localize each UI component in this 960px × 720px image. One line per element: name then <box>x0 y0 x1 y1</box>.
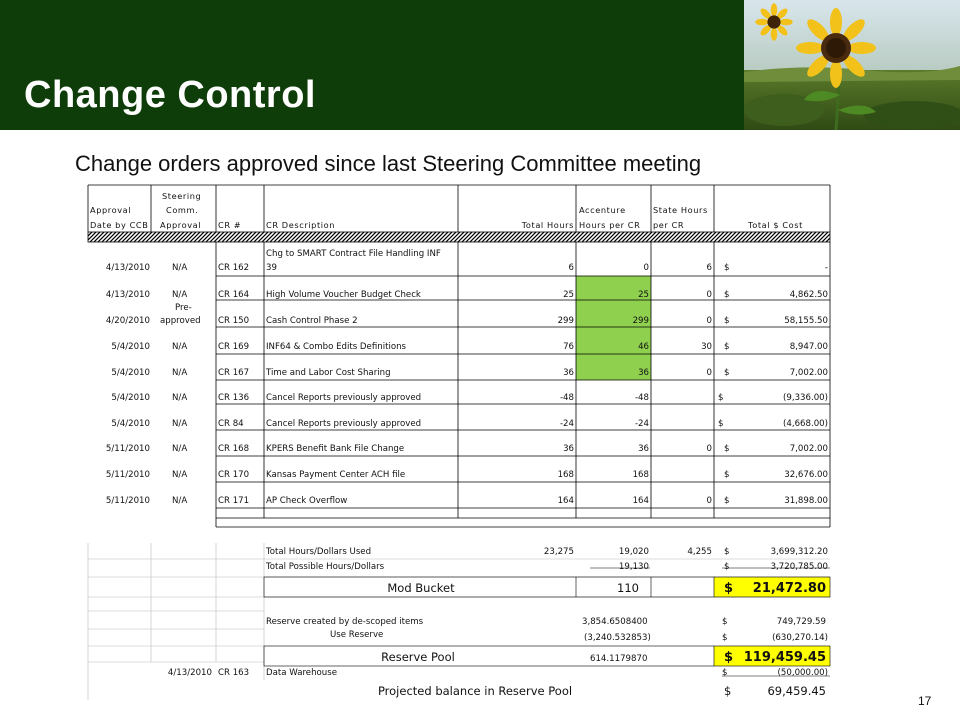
reserve-pool-hours: 614.1179870 <box>590 654 648 664</box>
cell-steering: N/A <box>172 444 188 454</box>
table-header <box>90 191 803 230</box>
cell-state-hours: 6 <box>706 263 712 273</box>
cell-accenture-hours: 36 <box>638 368 649 378</box>
cell-steering: N/A <box>172 342 188 352</box>
table-row <box>106 303 828 326</box>
cell-date: 4/13/2010 <box>105 290 150 300</box>
cell-steering: N/A <box>172 470 188 480</box>
header-steering-2: Comm. <box>166 205 199 215</box>
cell-cost: 4,862.50 <box>789 290 828 300</box>
cell-date: 5/4/2010 <box>111 342 150 352</box>
mod-bucket-hours: 110 <box>617 581 639 595</box>
cell-steering: N/A <box>172 263 188 273</box>
cell-accenture-hours: -48 <box>634 393 649 403</box>
total-used-cost: 3,699,312.20 <box>770 547 828 557</box>
cell-total-hours: -48 <box>559 393 574 403</box>
cell-cost: 31,898.00 <box>784 496 828 506</box>
use-reserve-cost: (630,270.14) <box>772 633 828 643</box>
cell-dollar: $ <box>724 444 730 454</box>
cell-cost: (9,336.00) <box>783 393 828 403</box>
cell-total-hours: 25 <box>563 290 574 300</box>
table-row <box>106 249 828 273</box>
total-used-dollar: $ <box>724 547 730 557</box>
cell-description: AP Check Overflow <box>266 496 348 506</box>
table-row <box>111 393 828 403</box>
data-warehouse-date: 4/13/2010 <box>167 668 212 678</box>
reserve-created-hours: 3,854.6508400 <box>582 617 648 627</box>
header-approval-1: Approval <box>90 205 132 215</box>
cell-description: Cancel Reports previously approved <box>266 419 422 429</box>
cell-state-hours: 0 <box>706 316 712 326</box>
table-row <box>111 419 828 429</box>
total-used-hours: 23,275 <box>543 547 574 557</box>
cell-date: 4/20/2010 <box>105 316 150 326</box>
cell-cr: CR 150 <box>218 316 250 326</box>
total-possible-label: Total Possible Hours/Dollars <box>266 562 385 572</box>
cell-date: 4/13/2010 <box>105 263 150 273</box>
cell-total-hours: 76 <box>563 342 574 352</box>
total-used-accenture: 19,020 <box>618 547 649 557</box>
table-row <box>106 290 828 300</box>
cell-accenture-hours: 46 <box>638 342 649 352</box>
cell-steering: Pre- <box>175 303 192 313</box>
cell-description-cont: 39 <box>266 263 277 273</box>
header-total-hours: Total Hours <box>521 220 574 230</box>
total-used-label: Total Hours/Dollars Used <box>266 547 372 557</box>
cell-dollar: $ <box>724 496 730 506</box>
cell-description: INF64 & Combo Edits Definitions <box>266 342 407 352</box>
cell-cr: CR 170 <box>218 470 250 480</box>
cell-accenture-hours: -24 <box>634 419 649 429</box>
reserve-pool-label: Reserve Pool <box>381 650 455 664</box>
total-used-state: 4,255 <box>687 547 712 557</box>
cell-cost: 7,002.00 <box>789 368 828 378</box>
cell-steering-cont: approved <box>160 316 201 326</box>
cell-dollar: $ <box>724 342 730 352</box>
header-steering-3: Approval <box>160 220 202 230</box>
slide-number: 17 <box>918 694 932 708</box>
cell-accenture-hours: 299 <box>632 316 649 326</box>
header-steering-1: Steering <box>162 191 202 201</box>
reserve-created-cost: 749,729.59 <box>776 617 826 627</box>
cell-total-hours: -24 <box>559 419 574 429</box>
cell-state-hours: 0 <box>706 496 712 506</box>
total-possible-cost: 3,720,785.00 <box>770 562 828 572</box>
header-state-2: per CR <box>653 220 685 230</box>
cell-description: KPERS Benefit Bank File Change <box>266 444 405 454</box>
cell-steering: N/A <box>172 419 188 429</box>
projected-balance-label: Projected balance in Reserve Pool <box>377 684 573 698</box>
cell-steering: N/A <box>172 290 188 300</box>
table-row <box>106 496 828 506</box>
cell-state-hours: 30 <box>701 342 712 352</box>
cell-accenture-hours: 168 <box>632 470 649 480</box>
cell-cr: CR 171 <box>218 496 250 506</box>
use-reserve-label: Use Reserve <box>330 630 384 640</box>
cell-cost: 8,947.00 <box>789 342 828 352</box>
cell-dollar: $ <box>718 419 724 429</box>
mod-bucket-cost: 21,472.80 <box>752 581 826 596</box>
cell-state-hours: 0 <box>706 368 712 378</box>
cell-description: High Volume Voucher Budget Check <box>266 290 421 300</box>
cell-total-hours: 168 <box>557 470 574 480</box>
cell-description: Cancel Reports previously approved <box>266 393 422 403</box>
cell-cost: - <box>824 263 828 273</box>
cell-cost: (4,668.00) <box>783 419 828 429</box>
cell-state-hours: 0 <box>706 444 712 454</box>
cell-total-hours: 164 <box>557 496 574 506</box>
table-row <box>106 470 828 480</box>
cell-dollar: $ <box>724 263 730 273</box>
cell-total-hours: 36 <box>563 368 574 378</box>
cell-steering: N/A <box>172 393 188 403</box>
cell-description: Cash Control Phase 2 <box>266 316 358 326</box>
cell-cr: CR 168 <box>218 444 250 454</box>
cell-dollar: $ <box>724 290 730 300</box>
slide-subtitle: Change orders approved since last Steering Committee meeting <box>75 151 702 176</box>
table-body <box>106 249 828 506</box>
cell-description: Time and Labor Cost Sharing <box>266 368 391 378</box>
cell-date: 5/4/2010 <box>111 393 150 403</box>
cell-accenture-hours: 0 <box>643 263 649 273</box>
header-accenture-2: Hours per CR <box>579 220 641 230</box>
projected-balance-cost: 69,459.45 <box>767 684 826 698</box>
header-cr-description: CR Description <box>266 220 336 230</box>
cell-steering: N/A <box>172 368 188 378</box>
cell-cost: 32,676.00 <box>784 470 828 480</box>
header-approval-2: Date by CCB <box>90 220 149 230</box>
cell-total-hours: 36 <box>563 444 574 454</box>
cell-accenture-hours: 36 <box>638 444 649 454</box>
cell-cost: 7,002.00 <box>789 444 828 454</box>
data-warehouse-cr: CR 163 <box>218 668 250 678</box>
table-row <box>111 368 828 378</box>
mod-bucket-dollar: $ <box>724 581 734 596</box>
cell-description: Chg to SMART Contract File Handling INF <box>266 249 441 259</box>
data-warehouse-label: Data Warehouse <box>266 668 338 678</box>
cell-cost: 58,155.50 <box>784 316 828 326</box>
cell-accenture-hours: 25 <box>638 290 649 300</box>
cell-date: 5/4/2010 <box>111 419 150 429</box>
projected-balance-dollar: $ <box>724 684 732 698</box>
data-warehouse-cost: (50,000.00) <box>777 668 828 678</box>
cell-cr: CR 162 <box>218 263 250 273</box>
cell-cr: CR 84 <box>218 419 244 429</box>
cell-dollar: $ <box>724 316 730 326</box>
cell-cr: CR 169 <box>218 342 250 352</box>
cell-date: 5/11/2010 <box>105 444 150 454</box>
cell-dollar: $ <box>724 368 730 378</box>
cell-cr: CR 167 <box>218 368 250 378</box>
mod-bucket-label: Mod Bucket <box>387 581 455 595</box>
cell-date: 5/4/2010 <box>111 368 150 378</box>
header-state-1: State Hours <box>653 205 708 215</box>
summary-section <box>168 547 828 698</box>
header-cr-number: CR # <box>218 220 242 230</box>
table-row <box>111 342 828 352</box>
slide-title: Change Control <box>24 74 316 116</box>
cell-state-hours: 0 <box>706 290 712 300</box>
total-possible-dollar: $ <box>724 562 730 572</box>
cell-dollar: $ <box>718 393 724 403</box>
header-total-cost: Total $ Cost <box>748 220 803 230</box>
cell-description: Kansas Payment Center ACH file <box>266 470 406 480</box>
header-hatch-row <box>88 232 830 242</box>
use-reserve-dollar: $ <box>722 633 728 643</box>
total-possible-accenture: 19,130 <box>618 562 649 572</box>
cell-cr: CR 136 <box>218 393 250 403</box>
use-reserve-hours: (3,240.532853) <box>584 633 651 643</box>
cell-cr: CR 164 <box>218 290 250 300</box>
cell-steering: N/A <box>172 496 188 506</box>
cell-accenture-hours: 164 <box>632 496 649 506</box>
reserve-created-label: Reserve created by de-scoped items <box>266 617 424 627</box>
cell-date: 5/11/2010 <box>105 470 150 480</box>
reserve-pool-cost: 119,459.45 <box>743 650 826 665</box>
reserve-pool-dollar: $ <box>724 650 734 665</box>
cell-dollar: $ <box>724 470 730 480</box>
cell-total-hours: 299 <box>557 316 574 326</box>
header-accenture-1: Accenture <box>579 205 626 215</box>
table-row <box>106 444 828 454</box>
cell-total-hours: 6 <box>568 263 574 273</box>
data-warehouse-dollar: $ <box>722 668 728 678</box>
cell-date: 5/11/2010 <box>105 496 150 506</box>
reserve-created-dollar: $ <box>722 617 728 627</box>
